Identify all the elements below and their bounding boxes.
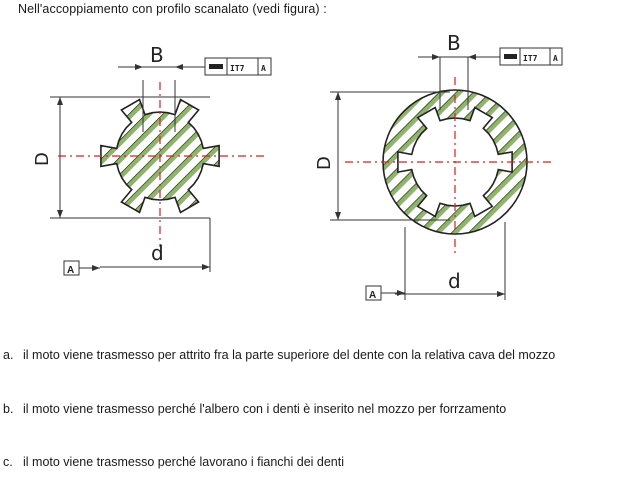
shaft-tolerance-grade: IT7 — [230, 64, 245, 73]
hub-drawing — [330, 54, 555, 300]
spline-coupling-figure — [0, 22, 629, 322]
option-a[interactable] — [3, 348, 555, 362]
shaft-datum-letter: A — [67, 265, 75, 276]
option-b-letter: b. — [3, 402, 14, 416]
hub-datum-box — [366, 286, 405, 301]
shaft-datum-box — [64, 261, 100, 276]
hub-b-label: B — [447, 31, 461, 55]
option-c-text: il moto viene trasmesso perché lavorano i fianchi dei denti — [23, 455, 345, 469]
option-b-text: il moto viene trasmesso perché l'albero con i denti è inserito nel mozzo per forrzamento — [23, 402, 507, 416]
shaft-b-label: B — [150, 43, 164, 67]
hub-datum-letter: A — [369, 290, 377, 301]
option-a-text: il moto viene trasmesso per attrito fra la parte superiore del dente con la relativa cava del mozzo — [23, 348, 556, 362]
shaft-tolerance-ref: A — [261, 64, 266, 73]
hub-d-major-label: D — [314, 156, 335, 170]
shaft-d-minor-label: d — [151, 241, 164, 265]
option-a-letter: a. — [3, 348, 14, 362]
hub-tolerance-ref: A — [553, 54, 558, 63]
option-c-letter: c. — [3, 455, 13, 469]
hub-d-minor-label: d — [448, 269, 461, 293]
option-c[interactable] — [3, 455, 344, 469]
shaft-tolerance-frame — [205, 58, 271, 75]
shaft-d-major-label: D — [32, 152, 53, 166]
option-b[interactable] — [3, 402, 506, 416]
question-text: Nell'accoppiamento con profilo scanalato (vedi figura) : — [18, 2, 327, 16]
hub-tolerance-grade: IT7 — [523, 54, 538, 63]
hub-tolerance-frame — [500, 48, 562, 65]
